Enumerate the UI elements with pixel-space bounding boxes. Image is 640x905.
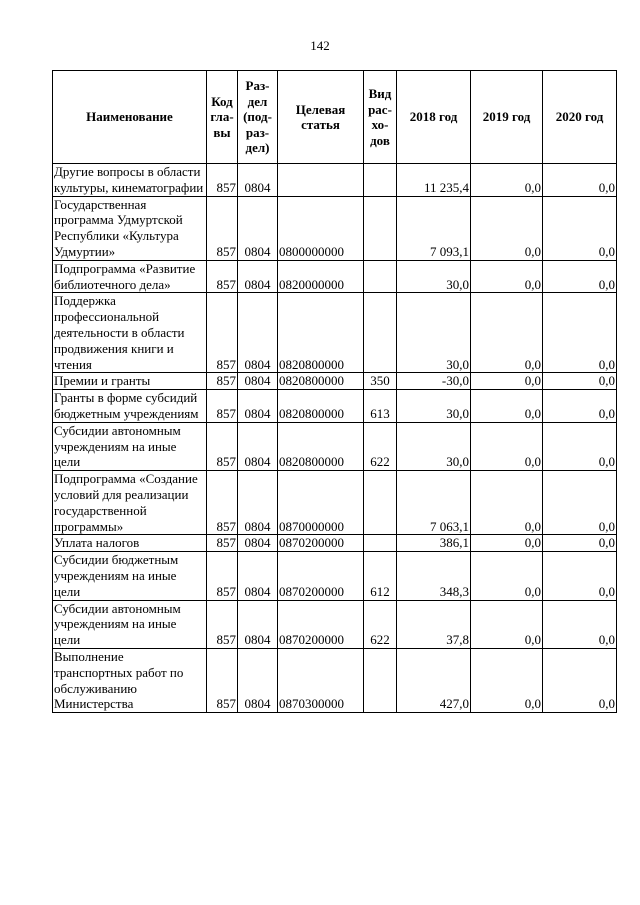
row-target-article: 0820800000 [278,293,364,373]
row-2020: 0,0 [543,196,617,260]
table-row [53,648,617,712]
row-2020: 0,0 [543,390,617,423]
col-header-target-article: Целевая статья [278,71,364,164]
table-row [53,373,617,390]
row-name: Премии и гранты [53,373,207,390]
row-2018: 386,1 [397,535,471,552]
table-row [53,260,617,293]
row-2019: 0,0 [471,373,543,390]
row-expense-type [364,648,397,712]
row-expense-type [364,196,397,260]
table-row [53,164,617,197]
row-section: 0804 [238,373,278,390]
row-target-article: 0870200000 [278,552,364,600]
table-header-row [53,71,617,164]
row-target-article: 0870300000 [278,648,364,712]
row-section: 0804 [238,600,278,648]
row-name: Субсидии автономным учреждениям на иные цели [53,600,207,648]
row-expense-type: 350 [364,373,397,390]
row-2019: 0,0 [471,422,543,470]
row-chapter-code: 857 [207,373,238,390]
row-2018: 11 235,4 [397,164,471,197]
row-2020: 0,0 [543,373,617,390]
row-chapter-code: 857 [207,164,238,197]
row-2018: 30,0 [397,293,471,373]
row-chapter-code: 857 [207,293,238,373]
table-row [53,293,617,373]
row-2020: 0,0 [543,260,617,293]
row-section: 0804 [238,422,278,470]
row-2019: 0,0 [471,293,543,373]
row-chapter-code: 857 [207,552,238,600]
row-target-article: 0800000000 [278,196,364,260]
row-2019: 0,0 [471,390,543,423]
row-expense-type [364,471,397,535]
row-target-article: 0820800000 [278,390,364,423]
row-target-article: 0820800000 [278,422,364,470]
row-chapter-code: 857 [207,260,238,293]
row-section: 0804 [238,260,278,293]
col-header-2018: 2018 год [397,71,471,164]
row-name: Уплата налогов [53,535,207,552]
row-2018: 7 093,1 [397,196,471,260]
col-header-section: Раз- дел (под- раз- дел) [238,71,278,164]
row-2020: 0,0 [543,648,617,712]
col-header-chapter-code: Код гла- вы [207,71,238,164]
row-2019: 0,0 [471,552,543,600]
row-2018: 30,0 [397,260,471,293]
table-row [53,552,617,600]
row-target-article: 0870000000 [278,471,364,535]
row-2020: 0,0 [543,164,617,197]
row-chapter-code: 857 [207,422,238,470]
budget-table [52,70,617,713]
row-2020: 0,0 [543,471,617,535]
row-name: Субсидии бюджетным учреждениям на иные цели [53,552,207,600]
row-target-article: 0870200000 [278,535,364,552]
row-name: Государственная программа Удмуртской Республики «Культура Удмуртии» [53,196,207,260]
table-row [53,196,617,260]
row-2018: 37,8 [397,600,471,648]
row-2020: 0,0 [543,600,617,648]
row-2020: 0,0 [543,535,617,552]
row-2019: 0,0 [471,260,543,293]
row-2018: -30,0 [397,373,471,390]
row-expense-type: 622 [364,422,397,470]
table-row [53,471,617,535]
row-name: Другие вопросы в области культуры, кинематографии [53,164,207,197]
row-name: Подпрограмма «Развитие библиотечного дела» [53,260,207,293]
row-chapter-code: 857 [207,648,238,712]
col-header-2019: 2019 год [471,71,543,164]
row-name: Подпрограмма «Создание условий для реализации государственной программы» [53,471,207,535]
row-2018: 427,0 [397,648,471,712]
row-section: 0804 [238,293,278,373]
row-section: 0804 [238,535,278,552]
table-row [53,600,617,648]
row-target-article: 0820800000 [278,373,364,390]
row-expense-type: 612 [364,552,397,600]
row-section: 0804 [238,471,278,535]
col-header-name: Наименование [53,71,207,164]
row-chapter-code: 857 [207,390,238,423]
row-section: 0804 [238,196,278,260]
row-chapter-code: 857 [207,535,238,552]
table-row [53,535,617,552]
table-row [53,390,617,423]
row-2019: 0,0 [471,648,543,712]
row-2018: 7 063,1 [397,471,471,535]
row-target-article: 0820000000 [278,260,364,293]
row-2019: 0,0 [471,196,543,260]
row-name: Субсидии автономным учреждениям на иные цели [53,422,207,470]
row-chapter-code: 857 [207,196,238,260]
row-name: Поддержка профессиональной деятельности в области продвижения книги и чтения [53,293,207,373]
row-expense-type [364,164,397,197]
row-expense-type: 613 [364,390,397,423]
page-number: 142 [310,38,330,53]
row-2019: 0,0 [471,164,543,197]
row-2019: 0,0 [471,600,543,648]
table-row [53,422,617,470]
row-section: 0804 [238,552,278,600]
row-expense-type [364,535,397,552]
row-target-article [278,164,364,197]
row-target-article: 0870200000 [278,600,364,648]
row-2019: 0,0 [471,535,543,552]
row-2020: 0,0 [543,422,617,470]
row-section: 0804 [238,648,278,712]
row-expense-type [364,293,397,373]
row-chapter-code: 857 [207,471,238,535]
row-name: Гранты в форме субсидий бюджетным учреждениям [53,390,207,423]
row-expense-type: 622 [364,600,397,648]
row-2018: 348,3 [397,552,471,600]
row-2020: 0,0 [543,293,617,373]
row-2020: 0,0 [543,552,617,600]
row-chapter-code: 857 [207,600,238,648]
row-2019: 0,0 [471,471,543,535]
row-2018: 30,0 [397,390,471,423]
row-2018: 30,0 [397,422,471,470]
col-header-expense-type: Вид рас- хо- дов [364,71,397,164]
row-section: 0804 [238,390,278,423]
row-name: Выполнение транспортных работ по обслуживанию Министерства [53,648,207,712]
row-expense-type [364,260,397,293]
col-header-2020: 2020 год [543,71,617,164]
row-section: 0804 [238,164,278,197]
